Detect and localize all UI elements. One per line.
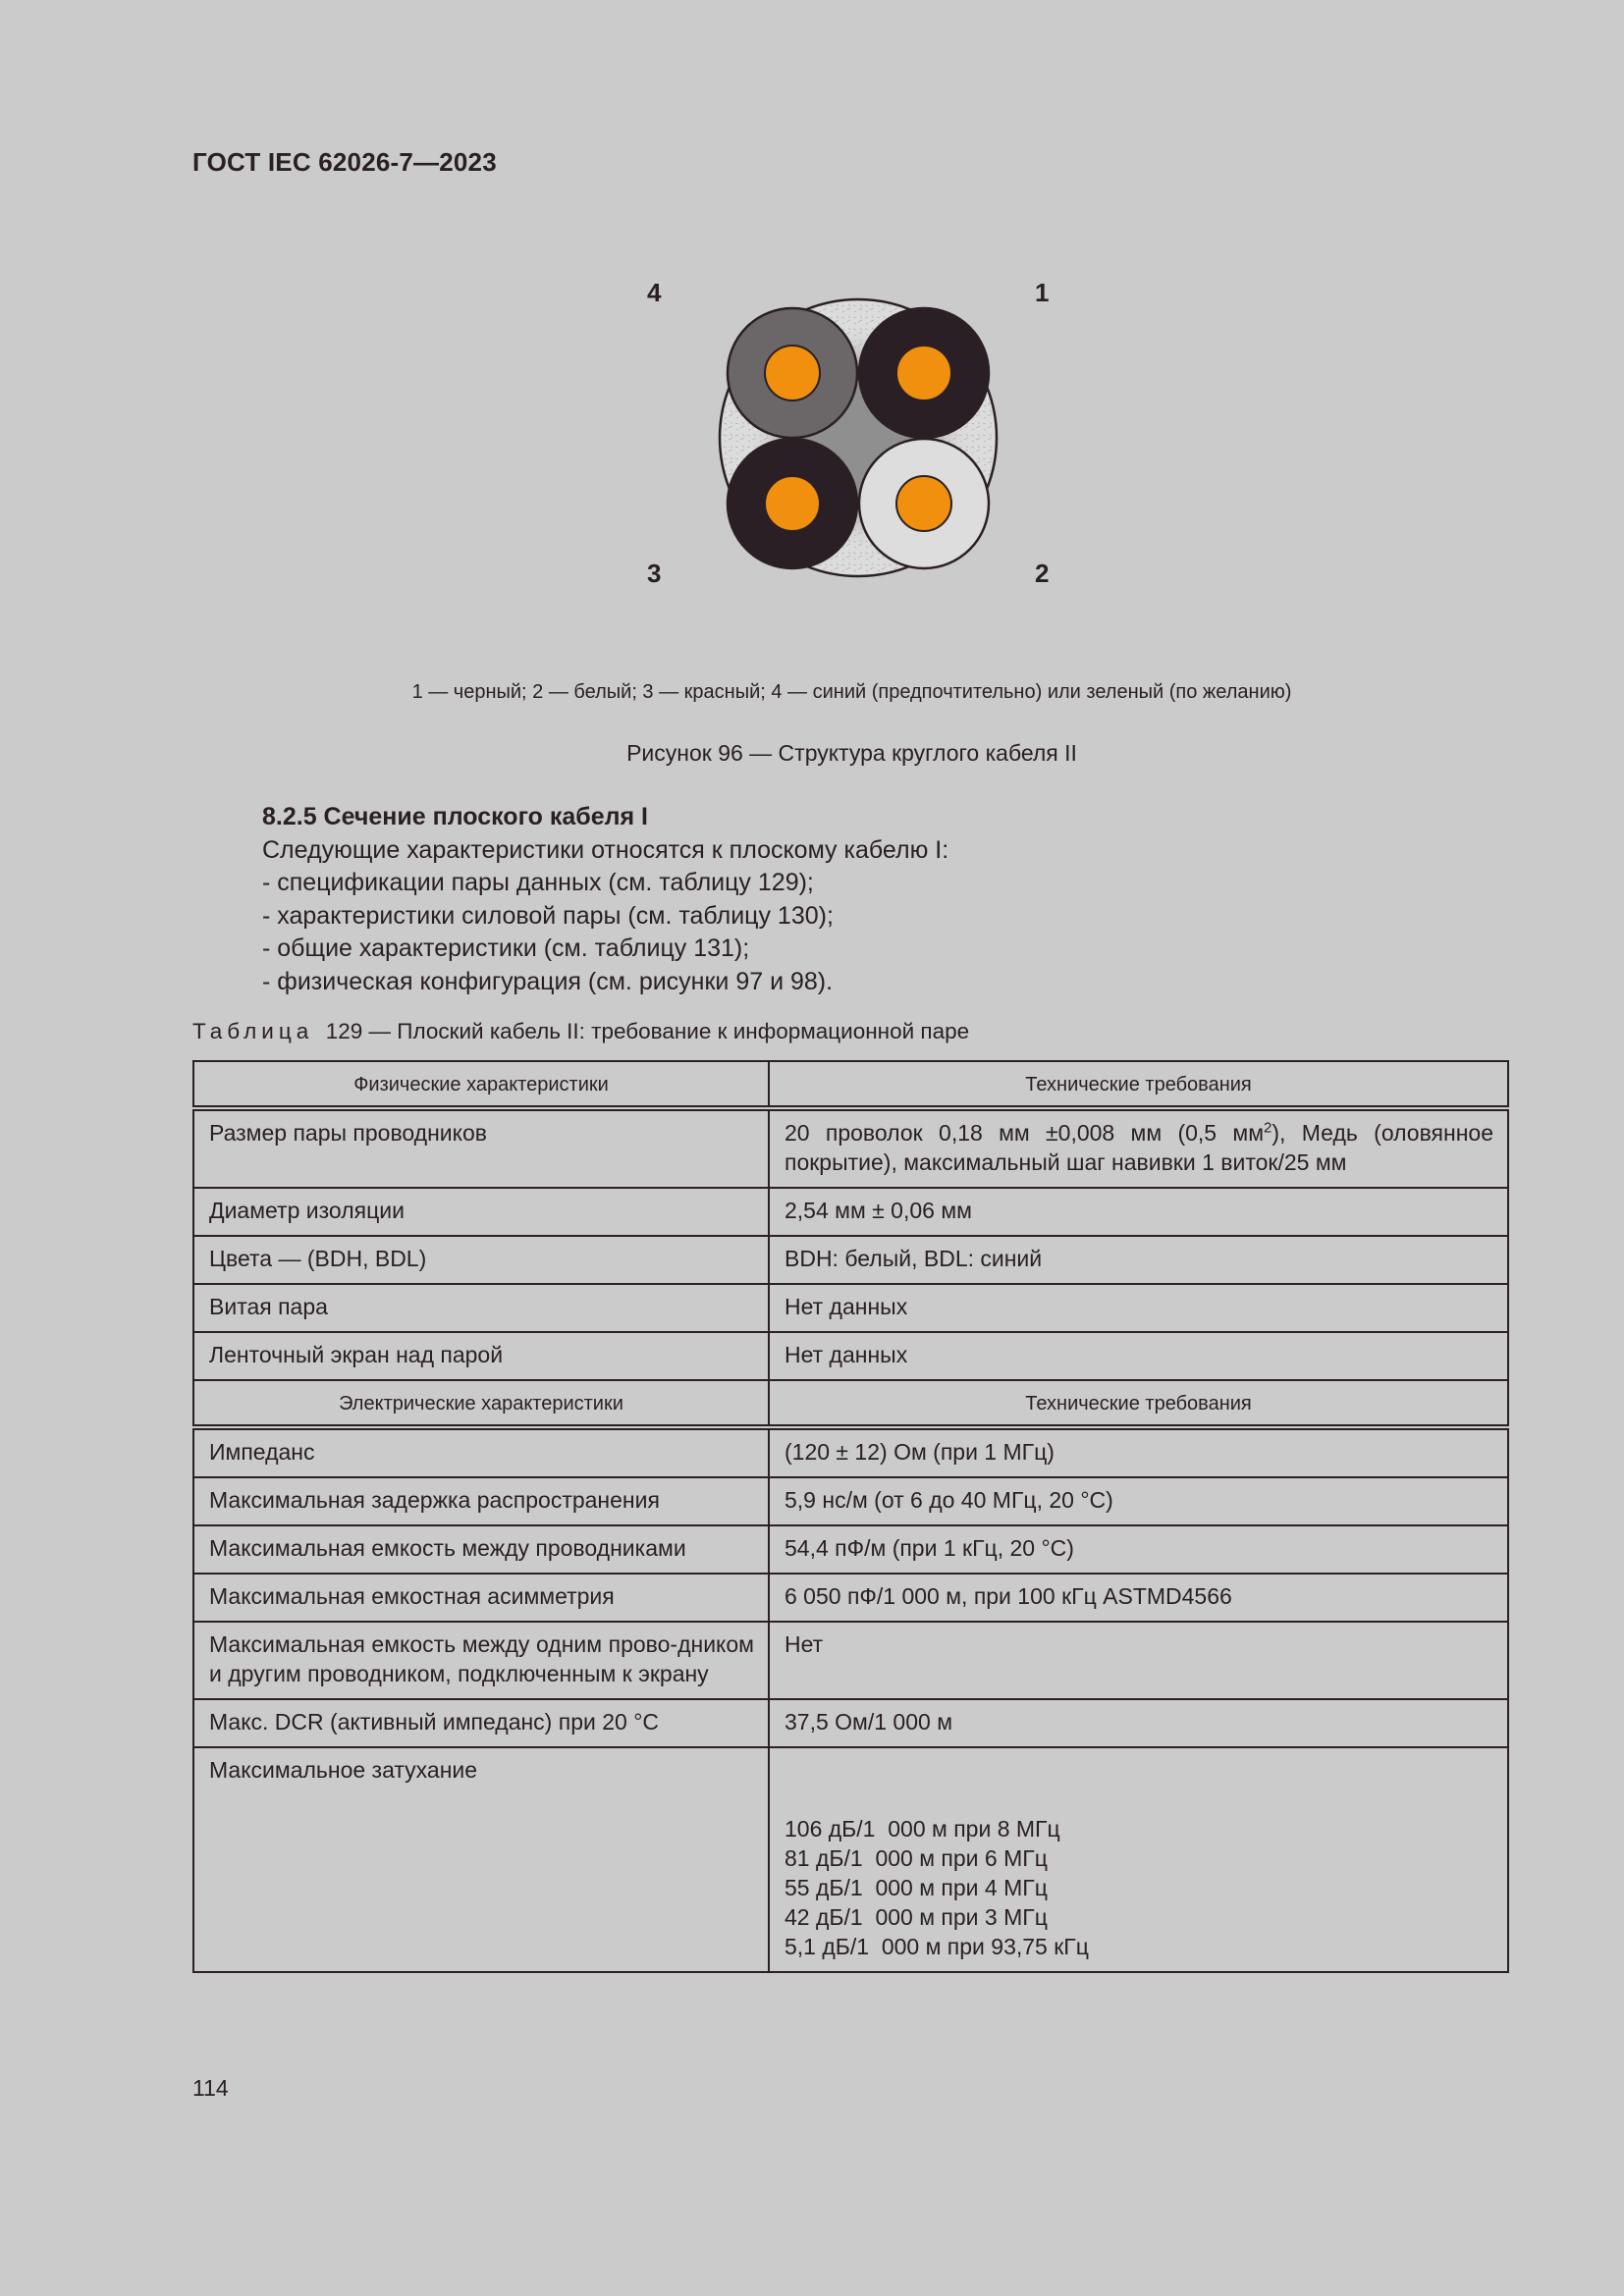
row-name: Диаметр изоляции [193,1188,769,1236]
section-intro: Следующие характеристики относятся к плоскому кабелю I: [262,835,949,864]
table-title-rest: 129 — Плоский кабель II: требование к информационной паре [313,1019,970,1043]
row-requirement [769,1747,1508,1972]
table-title-prefix: Таблица [192,1019,314,1043]
label-4: 4 [647,278,662,307]
row-requirement: 2,54 мм ± 0,06 мм [769,1188,1508,1236]
superscript: 2 [1264,1119,1272,1137]
conductor-1 [859,308,989,438]
row-requirement: 6 050 пФ/1 000 м, при 100 кГц ASTMD4566 [769,1574,1508,1622]
table-row [193,1284,1508,1332]
table-row [193,1622,1508,1699]
conductor-3 [728,439,857,568]
label-2: 2 [1035,559,1050,588]
section-title: 8.2.5 Сечение плоского кабеля I [262,803,648,830]
row-requirement: Нет данных [769,1332,1508,1380]
attenuation-line: 42 дБ/1 000 м при 3 МГц [785,1904,1048,1930]
row-name: Максимальная емкостная асимметрия [193,1574,769,1622]
spec-table [192,1060,1509,1973]
row-requirement [769,1108,1508,1188]
label-3: 3 [647,559,662,588]
conductor-2 [859,439,989,568]
row-name: Максимальная задержка распространения [193,1477,769,1525]
row-requirement: Нет данных [769,1284,1508,1332]
header-cell: Технические требования [769,1380,1508,1427]
attenuation-line: 106 дБ/1 000 м при 8 МГц [785,1816,1060,1842]
row-requirement: Нет [769,1622,1508,1699]
table-row [193,1108,1508,1188]
table-row [193,1477,1508,1525]
table-title [192,1019,969,1044]
row-name: Импеданс [193,1427,769,1477]
req-text: 20 проволок 0,18 мм ±0,008 мм (0,5 мм [785,1120,1265,1146]
table-row [193,1699,1508,1747]
table-row [193,1236,1508,1284]
header-cell: Технические требования [769,1061,1508,1108]
table-header-row [193,1061,1508,1108]
row-requirement: (120 ± 12) Ом (при 1 МГц) [769,1427,1508,1477]
table-row [193,1574,1508,1622]
list-item: - спецификации пары данных (см. таблицу 129); [262,869,814,896]
list-item: - характеристики силовой пары (см. таблицу 130); [262,901,834,930]
header-cell: Физические характеристики [193,1061,769,1108]
attenuation-line: 5,1 дБ/1 000 м при 93,75 кГц [785,1934,1089,1959]
table-row [193,1427,1508,1477]
list-item: - физическая конфигурация (см. рисунки 97 и 98). [262,967,834,995]
row-name: Ленточный экран над парой [193,1332,769,1380]
table-row [193,1188,1508,1236]
row-requirement: 37,5 Ом/1 000 м [769,1699,1508,1747]
attenuation-line: 55 дБ/1 000 м при 4 МГц [785,1875,1048,1900]
row-name: Витая пара [193,1284,769,1332]
row-name: Цвета — (BDH, BDL) [193,1236,769,1284]
row-name: Размер пары проводников [193,1108,769,1188]
header-cell: Электрические характеристики [193,1380,769,1427]
row-requirement: BDH: белый, BDL: синий [769,1236,1508,1284]
conductor-4 [728,308,857,438]
table-subheader-row [193,1380,1508,1427]
row-name: Максимальная емкость между одним прово-дником и другим проводником, подключенным к экрану [193,1622,769,1699]
table-row [193,1747,1508,1972]
row-name: Максимальное затухание [193,1747,769,1972]
figure-caption: Рисунок 96 — Структура круглого кабеля II [626,740,1077,766]
req-text: ), Медь (оловянное покрытие), максимальный шаг навивки 1 виток/25 мм [785,1120,1493,1175]
table-row [193,1525,1508,1574]
attenuation-line: 81 дБ/1 000 м при 6 МГц [785,1845,1048,1871]
list-item: - общие характеристики (см. таблицу 131); [262,934,750,962]
row-name: Макс. DCR (активный импеданс) при 20 °С [193,1699,769,1747]
document-header: ГОСТ IEC 62026-7—2023 [192,147,497,177]
round-cable-cross-section [628,255,1080,667]
row-requirement: 5,9 нс/м (от 6 до 40 МГц, 20 °С) [769,1477,1508,1525]
row-name: Максимальная емкость между проводниками [193,1525,769,1574]
table-row [193,1332,1508,1380]
section-8-2-5 [262,801,1519,998]
row-requirement: 54,4 пФ/м (при 1 кГц, 20 °С) [769,1525,1508,1574]
label-1: 1 [1035,278,1050,307]
page-number: 114 [192,2075,229,2101]
figure-legend: 1 — черный; 2 — белый; 3 — красный; 4 — синий (предпочтительно) или зеленый (по желанию) [411,681,1292,703]
